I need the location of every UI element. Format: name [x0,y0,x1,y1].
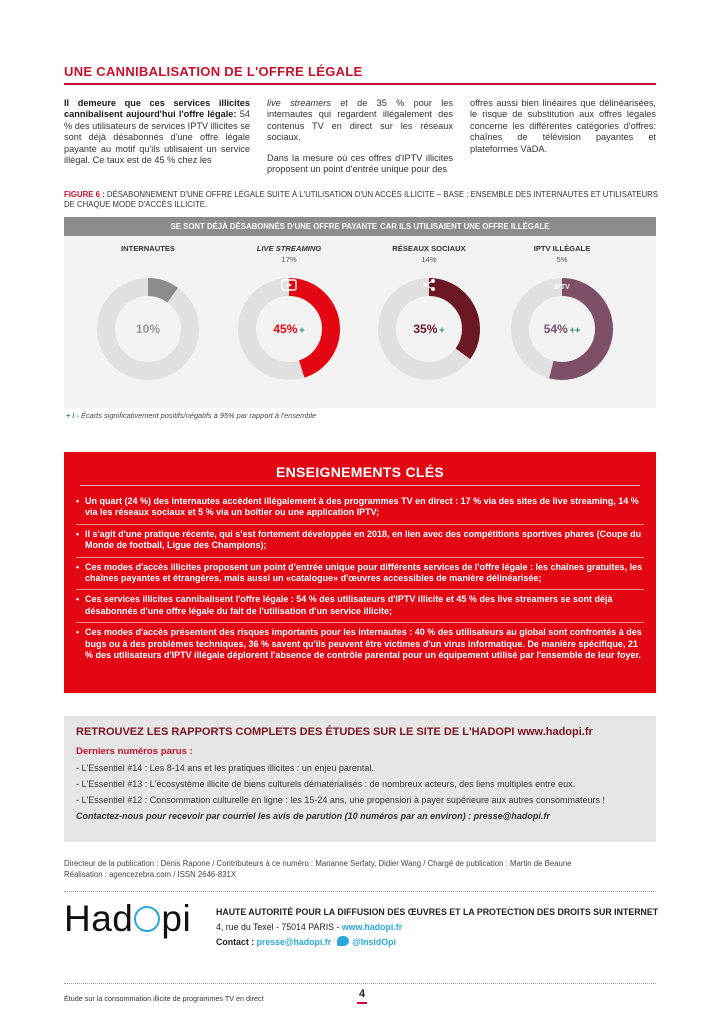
intro-col-3 [470,98,656,175]
donut-value-label [544,322,581,336]
intro-columns [64,98,656,175]
donut-chart [237,277,341,381]
donut-column [224,244,354,381]
donut-category-label: INTERNAUTES [120,244,175,253]
twitter-icon [337,936,349,946]
organization-address-line [216,920,658,935]
footer-divider-top [64,891,656,892]
donut-value-text: 35% [413,322,438,336]
email-link[interactable]: presse@hadopi.fr [256,937,332,947]
donut-value-label [273,322,304,336]
figure-bar-bold: CAR ILS UTILISAIENT UNE OFFRE ILLÉGALE [380,222,550,231]
donut-category-label: RÉSEAUX SOCIAUX [392,244,466,253]
donut-significance: + [299,325,305,335]
significance-note [66,411,316,420]
donut-category-label: LIVE STREAMING [256,244,322,253]
donut-value-text: 10% [135,322,161,336]
key-finding-item: • Ces services illicites cannibalisent l'offre légale : 54 % des utilisateurs d'IPTV illicite et 45 % des live streamers se sont déjà désabonnés d'une offre légale du fait de l'utilisation d'un service illicite; [76,590,644,623]
footer-divider [64,983,656,984]
figure-header-bar [64,217,656,236]
donut-base-label: 5% [556,255,568,264]
donut-base-label: 17% [281,255,297,264]
intro-text-2b: Dans la mesure où ces offres d'IPTV illicites proposent un point d'entrée unique pour des [267,152,453,175]
donut-chart [377,277,481,381]
document-title: Étude sur la consommation illicite de programmes TV en direct [64,994,264,1003]
figure-caption [64,190,664,210]
reports-box [64,716,656,842]
donut-value-text: 45% [273,322,298,336]
page-number: 4 [355,988,369,1004]
donut-value-label [136,322,160,336]
donut-chart [96,277,200,381]
key-finding-item: • Un quart (24 %) des internautes accèdent illégalement à des programmes TV en direct : 17 % via des sites de live streaming, 14 % via les réseaux sociaux et 5 % via un boîtier ou une application IPTV; [76,492,644,525]
key-finding-item: • Il s'agit d'une pratique récente, qui s'est fortement développée en 2018, en lien avec des compétitions sportives phares (Coupe du Monde de football, Ligue des Champions); [76,525,644,558]
report-item: - L'Essentiel #14 : Les 8-14 ans et les pratiques illicites : un enjeu parental. [76,763,374,773]
intro-text-1: 54 % des utilisateurs de services IPTV illicites se sont déjà désabonnés d'une offre légale payante au motif qu'ils utilisaient un service illégal. Ce taux est de 45 % chez les [64,109,250,166]
intro-italic: live streamers [267,98,331,108]
donut-category-label: IPTV ILLÉGALE [533,244,591,253]
website-link[interactable]: www.hadopi.fr [341,922,403,932]
donut-column [83,244,213,381]
significance-note-text: Écarts significativement positifs/négatifs à 95% par rapport à l'ensemble [78,411,317,420]
donut-column [497,244,627,381]
figure-caption-text: DÉSABONNEMENT D'UNE OFFRE LÉGALE SUITE À L'UTILISATION D'UN ACCÈS ILLICITE – BASE : ENSEMBLE DES INTERNAUTES ET UTILISATEURS DE CHAQUE MODE D'ACCÈS ILLICITE. [64,190,658,209]
significance-marks: + / - [66,411,79,420]
figure-bar-text: SE SONT DÉJÀ DÉSABONNÉS D'UNE OFFRE PAYANTE [170,222,378,231]
donut-chart [510,277,614,381]
organization-info [216,905,658,950]
credits [64,858,664,880]
logo-part-b: pi [161,898,192,939]
key-findings-box [64,452,656,693]
intro-col-2 [267,98,453,175]
credits-line-1: Directeur de la publication : Denis Rapone / Contributeurs à ce numéro : Marianne Serfaty, Didier Wang / Chargé de publication : Martin de Beaune [64,859,572,868]
logo-circle-icon [134,906,160,932]
contact-label: Contact : [216,937,257,947]
report-item: - L'Essentiel #13 : L'écosystème illicite de biens culturels dématérialisés : de nombreux acteurs, des liens multiples entre eux. [76,779,576,789]
donut-significance: + [439,325,445,335]
organization-address: 4, rue du Texel - 75014 PARIS - [216,922,342,932]
key-findings-title: ENSEIGNEMENTS CLÉS [80,464,640,486]
donut-column [364,244,494,381]
hadopi-logo [64,898,191,940]
reports-subtitle: Derniers numéros parus : [76,746,193,757]
intro-lead: Il demeure que ces services illicites cannibalisent aujourd'hui l'offre légale: [64,98,250,120]
section-title: UNE CANNIBALISATION DE L'OFFRE LÉGALE [64,64,656,85]
intro-col-1 [64,98,250,175]
contact-line [216,935,658,950]
donut-value-text: 54% [543,322,568,336]
reports-title[interactable]: RETROUVEZ LES RAPPORTS COMPLETS DES ÉTUDES SUR LE SITE DE L'HADOPI www.hadopi.fr [76,726,593,738]
logo-part-a: Had [64,898,134,939]
key-finding-item: • Ces modes d'accès présentent des risques importants pour les internautes : 40 % des utilisateurs au global sont confrontés à des bugs ou à des problèmes techniques, 36 % savent qu'ils peuvent être victimes d'un virus informatique. De manière spécifique, 21 % des utilisateurs d'IPTV illégale déplorent l'absence de contrôle parental pour un équipement utilisé par l'ensemble de leur foyer. [76,623,644,666]
credits-line-2: Réalisation : agencezebra.com / ISSN 2646-831X [64,870,237,879]
donut-base-label: 14% [421,255,437,264]
donut-significance: ++ [569,325,581,335]
donut-value-label [413,322,444,336]
key-findings-list [76,492,644,666]
reports-contact[interactable]: Contactez-nous pour recevoir par courriel les avis de parution (10 numéros par an environ) : presse@hadopi.fr [76,811,550,821]
twitter-link[interactable]: @InsidOpi [352,937,396,947]
donut-base-label [83,255,213,265]
report-item: - L'Essentiel #12 : Consommation culturelle en ligne : les 15-24 ans, une propension à payer supérieure aux autres consommateurs ! [76,795,606,805]
figure-label: FIGURE 6 : [64,190,105,199]
key-finding-item: • Ces modes d'accès illicites proposent un point d'entrée unique pour différents services de l'offre légale : les chaînes gratuites, les chaînes payantes et étrangères, mais aussi un «catalogue» d'œuvres accessibles de manière délinéarisée; [76,558,644,591]
iptv-icon: IPTV [554,284,570,291]
organization-name: HAUTE AUTORITÉ POUR LA DIFFUSION DES ŒUVRES ET LA PROTECTION DES DROITS SUR INTERNET [216,907,659,917]
intro-text-2: et de 35 % pour les internautes qui regardent illégalement des contenus TV en direct sur les réseaux sociaux. [267,98,454,143]
intro-text-3: offres aussi bien linéaires que délinéarisées, le risque de substitution aux offres légales concerne les différentes catégories d'offres: chaînes de télévision payantes et plateformes VàDA. [470,98,656,154]
donut-chart-panel [64,236,656,408]
